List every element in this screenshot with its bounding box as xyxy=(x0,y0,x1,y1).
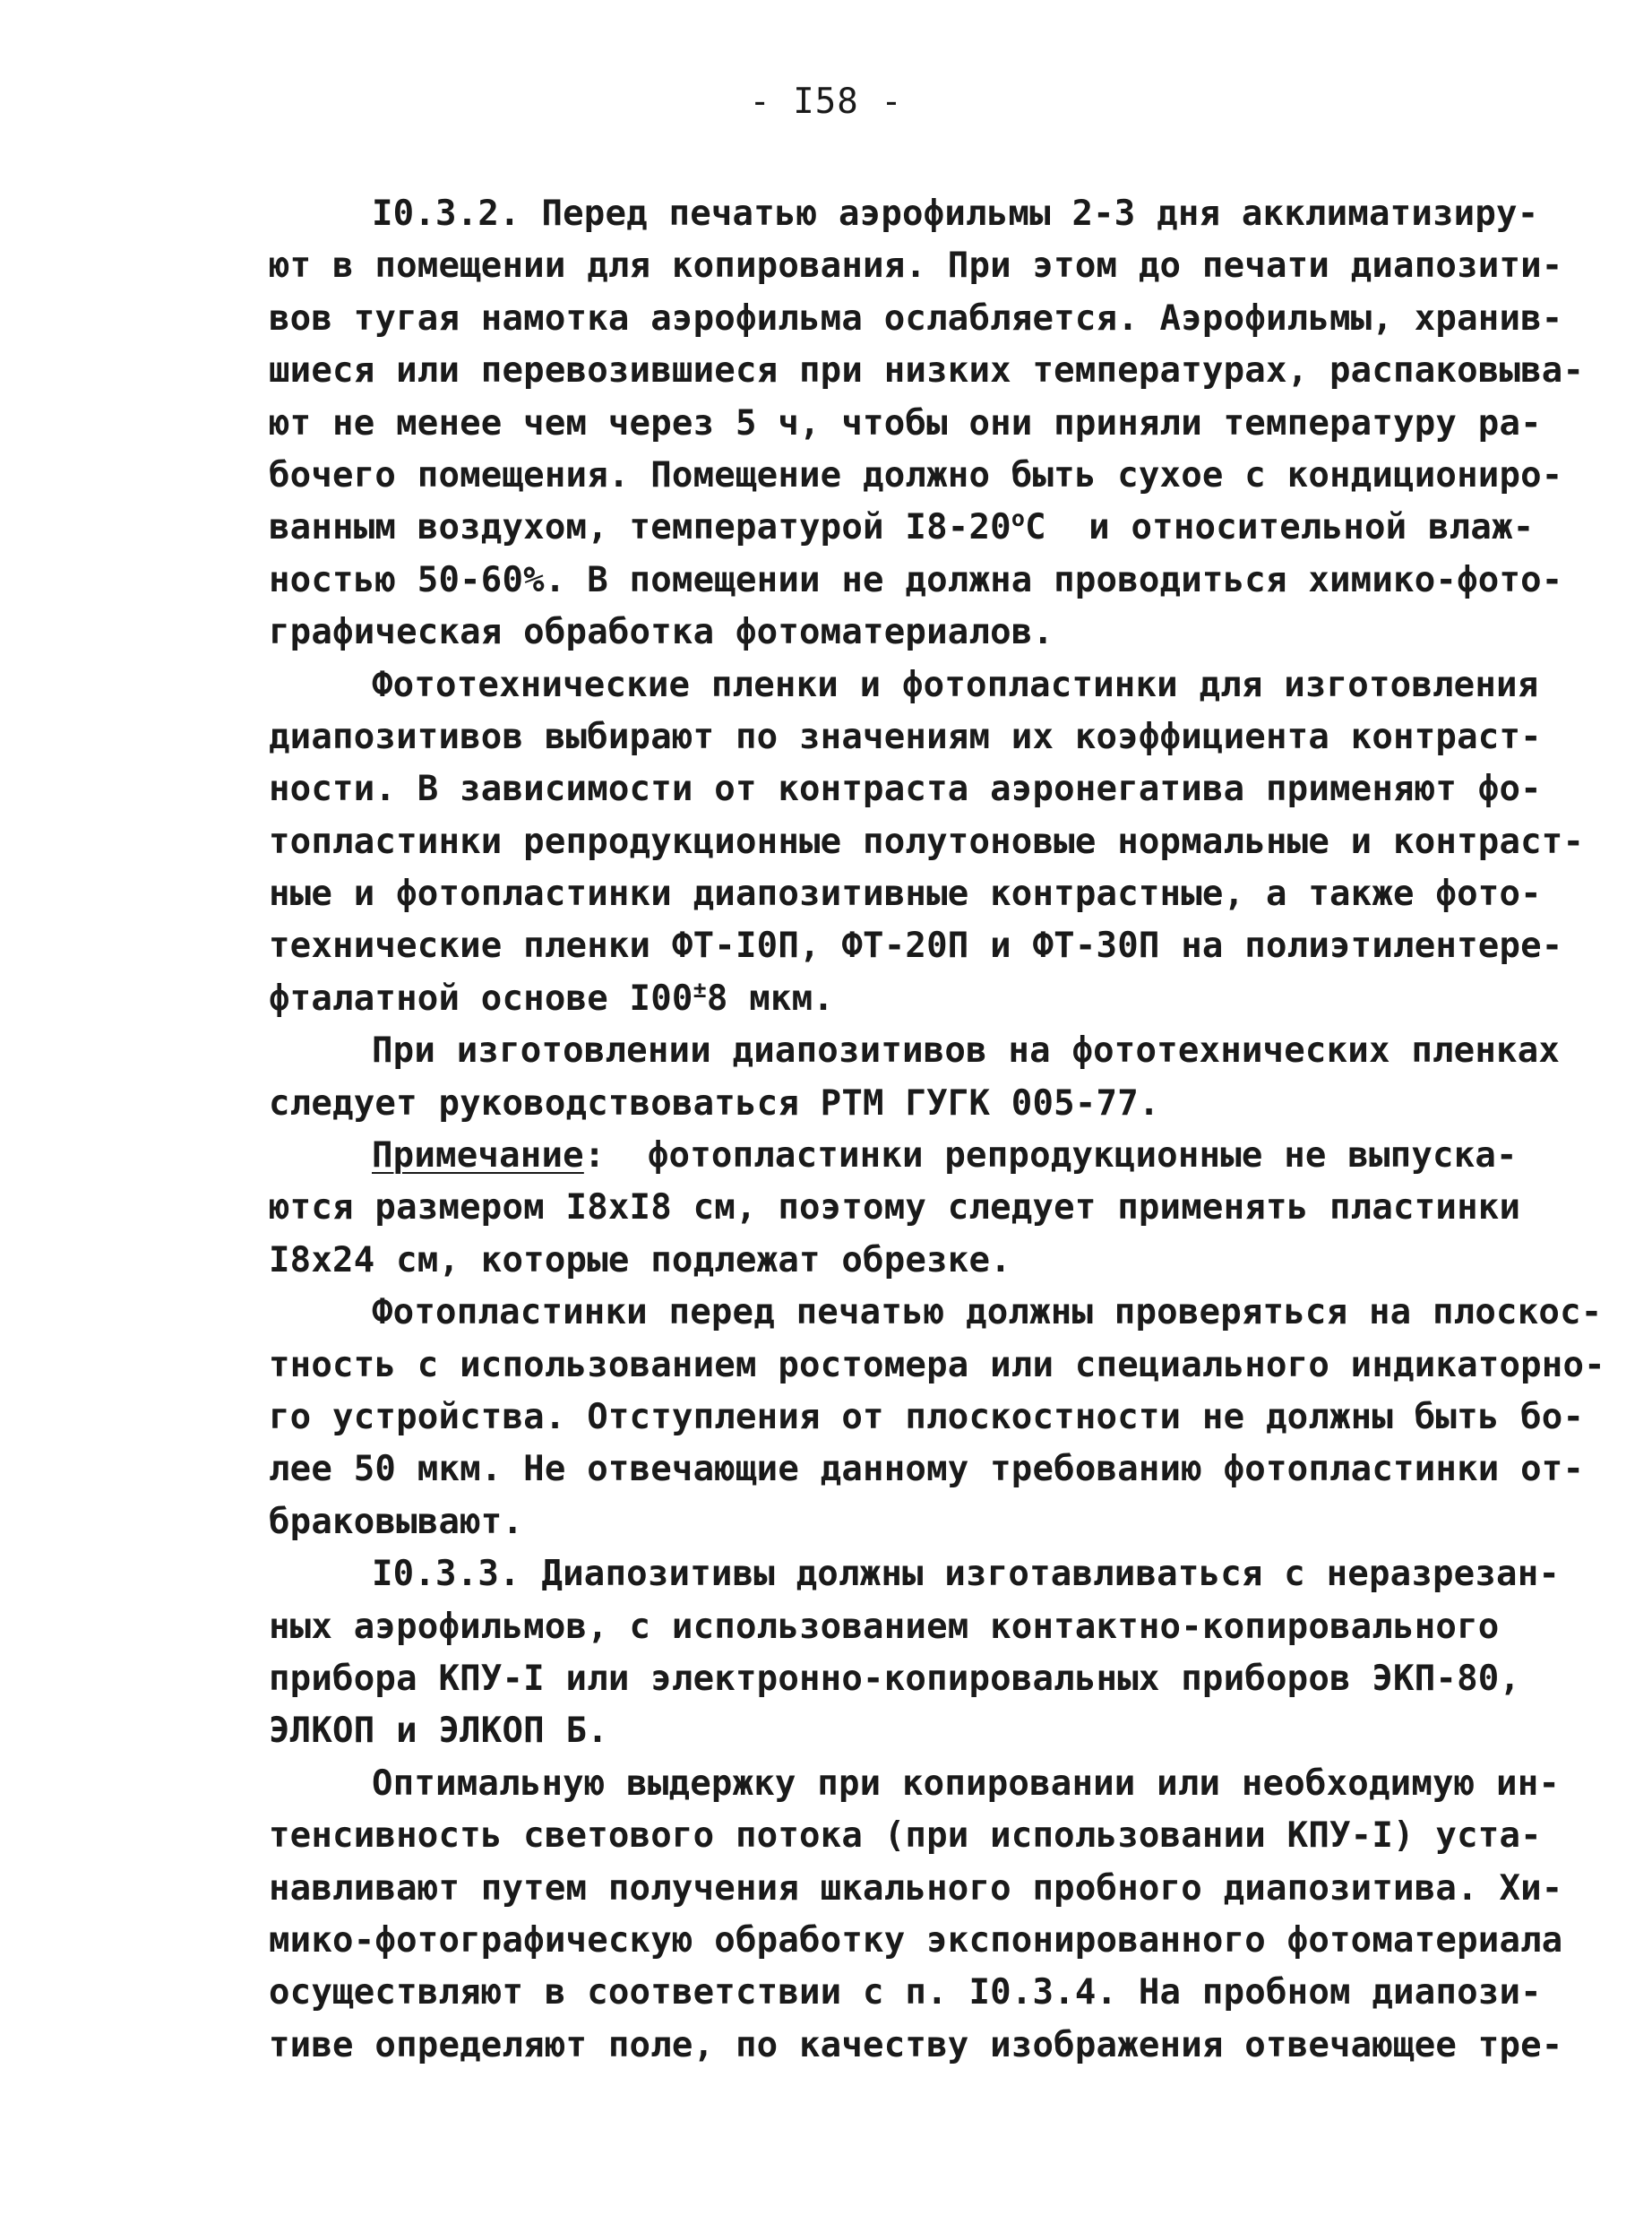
text-line xyxy=(269,1705,1613,1757)
text-line xyxy=(269,1130,1613,1182)
line-text: мико-фотографическую обработку экспонированного фотоматериала xyxy=(269,1919,1563,1961)
line-text: тенсивность светового потока (при использовании КПУ-I) уста- xyxy=(269,1815,1542,1857)
text-line xyxy=(269,345,1613,397)
text-line xyxy=(269,555,1613,607)
line-text: топластинки репродукционные полутоновые нормальные и контраст- xyxy=(269,821,1585,862)
text-line xyxy=(269,711,1613,763)
line-text: I8x24 см, которые подлежат обрезке. xyxy=(269,1239,1011,1280)
line-text: Фотопластинки перед печатью должны проверяться на плоскос- xyxy=(372,1292,1603,1333)
text-line xyxy=(269,450,1613,502)
line-text: прибора КПУ-I или электронно-копировальных приборов ЭКП-80, xyxy=(269,1658,1521,1699)
line-text: вов тугая намотка аэрофильма ослабляется. Аэрофильмы, хранив- xyxy=(269,297,1563,339)
line-text: I0.3.3. Диапозитивы должны изготавливаться с неразрезан- xyxy=(372,1554,1561,1595)
line-text: бочего помещения. Помещение должно быть сухое с кондициониро- xyxy=(269,454,1563,496)
line-text: тиве определяют поле, по качеству изображения отвечающее тре- xyxy=(269,2024,1563,2065)
line-text: диапозитивов выбирают по значениям их коэффициента контраст- xyxy=(269,716,1542,757)
text-line xyxy=(269,607,1613,659)
text-line xyxy=(269,240,1613,292)
text-line xyxy=(269,1078,1613,1130)
line-text: ности. В зависимости от контраста аэронегатива применяют фо- xyxy=(269,769,1542,810)
text-line xyxy=(269,1235,1613,1287)
text-line xyxy=(269,1758,1613,1810)
line-text: ных аэрофильмов, с использованием контактно-копировального xyxy=(269,1606,1500,1647)
line-text: ЭЛКОП и ЭЛКОП Б. xyxy=(269,1711,608,1752)
line-text: осуществляют в соответствии с п. I0.3.4. На пробном диапози- xyxy=(269,1972,1542,2013)
line-text: браковывают. xyxy=(269,1501,524,1542)
text-line xyxy=(269,868,1613,920)
text-line xyxy=(269,1863,1613,1915)
text-line xyxy=(269,1444,1613,1496)
line-text: ностью 50-60%. В помещении не должна проводиться химико-фото- xyxy=(269,559,1563,600)
text-line xyxy=(269,973,1613,1025)
line-text-continued: С и относительной влаж- xyxy=(1025,507,1535,548)
text-line xyxy=(269,2020,1613,2072)
text-line xyxy=(269,920,1613,972)
page-number: - I58 - xyxy=(749,82,903,122)
line-text: навливают путем получения шкального пробного диапозитива. Хи- xyxy=(269,1867,1563,1909)
line-text-continued: 8 мкм. xyxy=(706,978,834,1019)
superscript: o xyxy=(1011,505,1026,532)
text-line xyxy=(269,1653,1613,1705)
line-text: лее 50 мкм. Не отвечающие данному требованию фотопластинки от- xyxy=(269,1449,1585,1490)
text-line xyxy=(269,1548,1613,1600)
text-line xyxy=(269,293,1613,345)
text-line xyxy=(269,1496,1613,1548)
text-line xyxy=(269,1287,1613,1339)
text-line xyxy=(269,502,1613,554)
text-line xyxy=(269,1182,1613,1234)
line-text: ванным воздухом, температурой I8-20 xyxy=(269,507,1011,548)
line-text: ные и фотопластинки диапозитивные контрастные, а также фото- xyxy=(269,874,1542,915)
text-line xyxy=(269,659,1613,711)
text-line xyxy=(269,1810,1613,1862)
text-line xyxy=(269,398,1613,450)
note-label: Примечание xyxy=(372,1135,584,1177)
line-text: ют не менее чем через 5 ч, чтобы они приняли температуру ра- xyxy=(269,402,1542,444)
line-text: При изготовлении диапозитивов на фототехнических пленках xyxy=(372,1030,1561,1072)
line-text: Фототехнические пленки и фотопластинки для изготовления xyxy=(372,664,1539,705)
text-line xyxy=(269,1340,1613,1392)
text-line xyxy=(269,1601,1613,1653)
line-text: I0.3.2. Перед печатью аэрофильмы 2-3 дня акклиматизиру- xyxy=(372,194,1539,234)
line-text-continued: : фотопластинки репродукционные не выпуска- xyxy=(583,1135,1518,1177)
text-line xyxy=(269,188,1613,240)
text-line xyxy=(269,816,1613,868)
line-text: ют в помещении для копирования. При этом до печати диапозити- xyxy=(269,246,1563,287)
line-text: следует руководствоваться РТМ ГУГК 005-77. xyxy=(269,1082,1160,1124)
text-line xyxy=(269,763,1613,815)
line-text: технические пленки ФТ-I0П, ФТ-20П и ФТ-30П на полиэтилентере- xyxy=(269,926,1563,967)
line-text: Оптимальную выдержку при копировании или необходимую ин- xyxy=(372,1763,1561,1804)
line-text: тность с использованием ростомера или специального индикаторно- xyxy=(269,1344,1605,1385)
line-text: го устройства. Отступления от плоскостности не должны быть бо- xyxy=(269,1396,1585,1437)
text-line xyxy=(269,1392,1613,1444)
text-line xyxy=(269,1967,1613,2019)
line-text: графическая обработка фотоматериалов. xyxy=(269,612,1054,653)
document-body xyxy=(269,188,1613,2072)
line-text: ются размером I8xI8 см, поэтому следует применять пластинки xyxy=(269,1187,1521,1228)
text-line xyxy=(269,1025,1613,1077)
superscript: ± xyxy=(693,976,707,1003)
line-text: фталатной основе I00 xyxy=(269,978,693,1019)
line-text: шиеся или перевозившиеся при низких температурах, распаковыва- xyxy=(269,350,1585,392)
text-line xyxy=(269,1915,1613,1967)
